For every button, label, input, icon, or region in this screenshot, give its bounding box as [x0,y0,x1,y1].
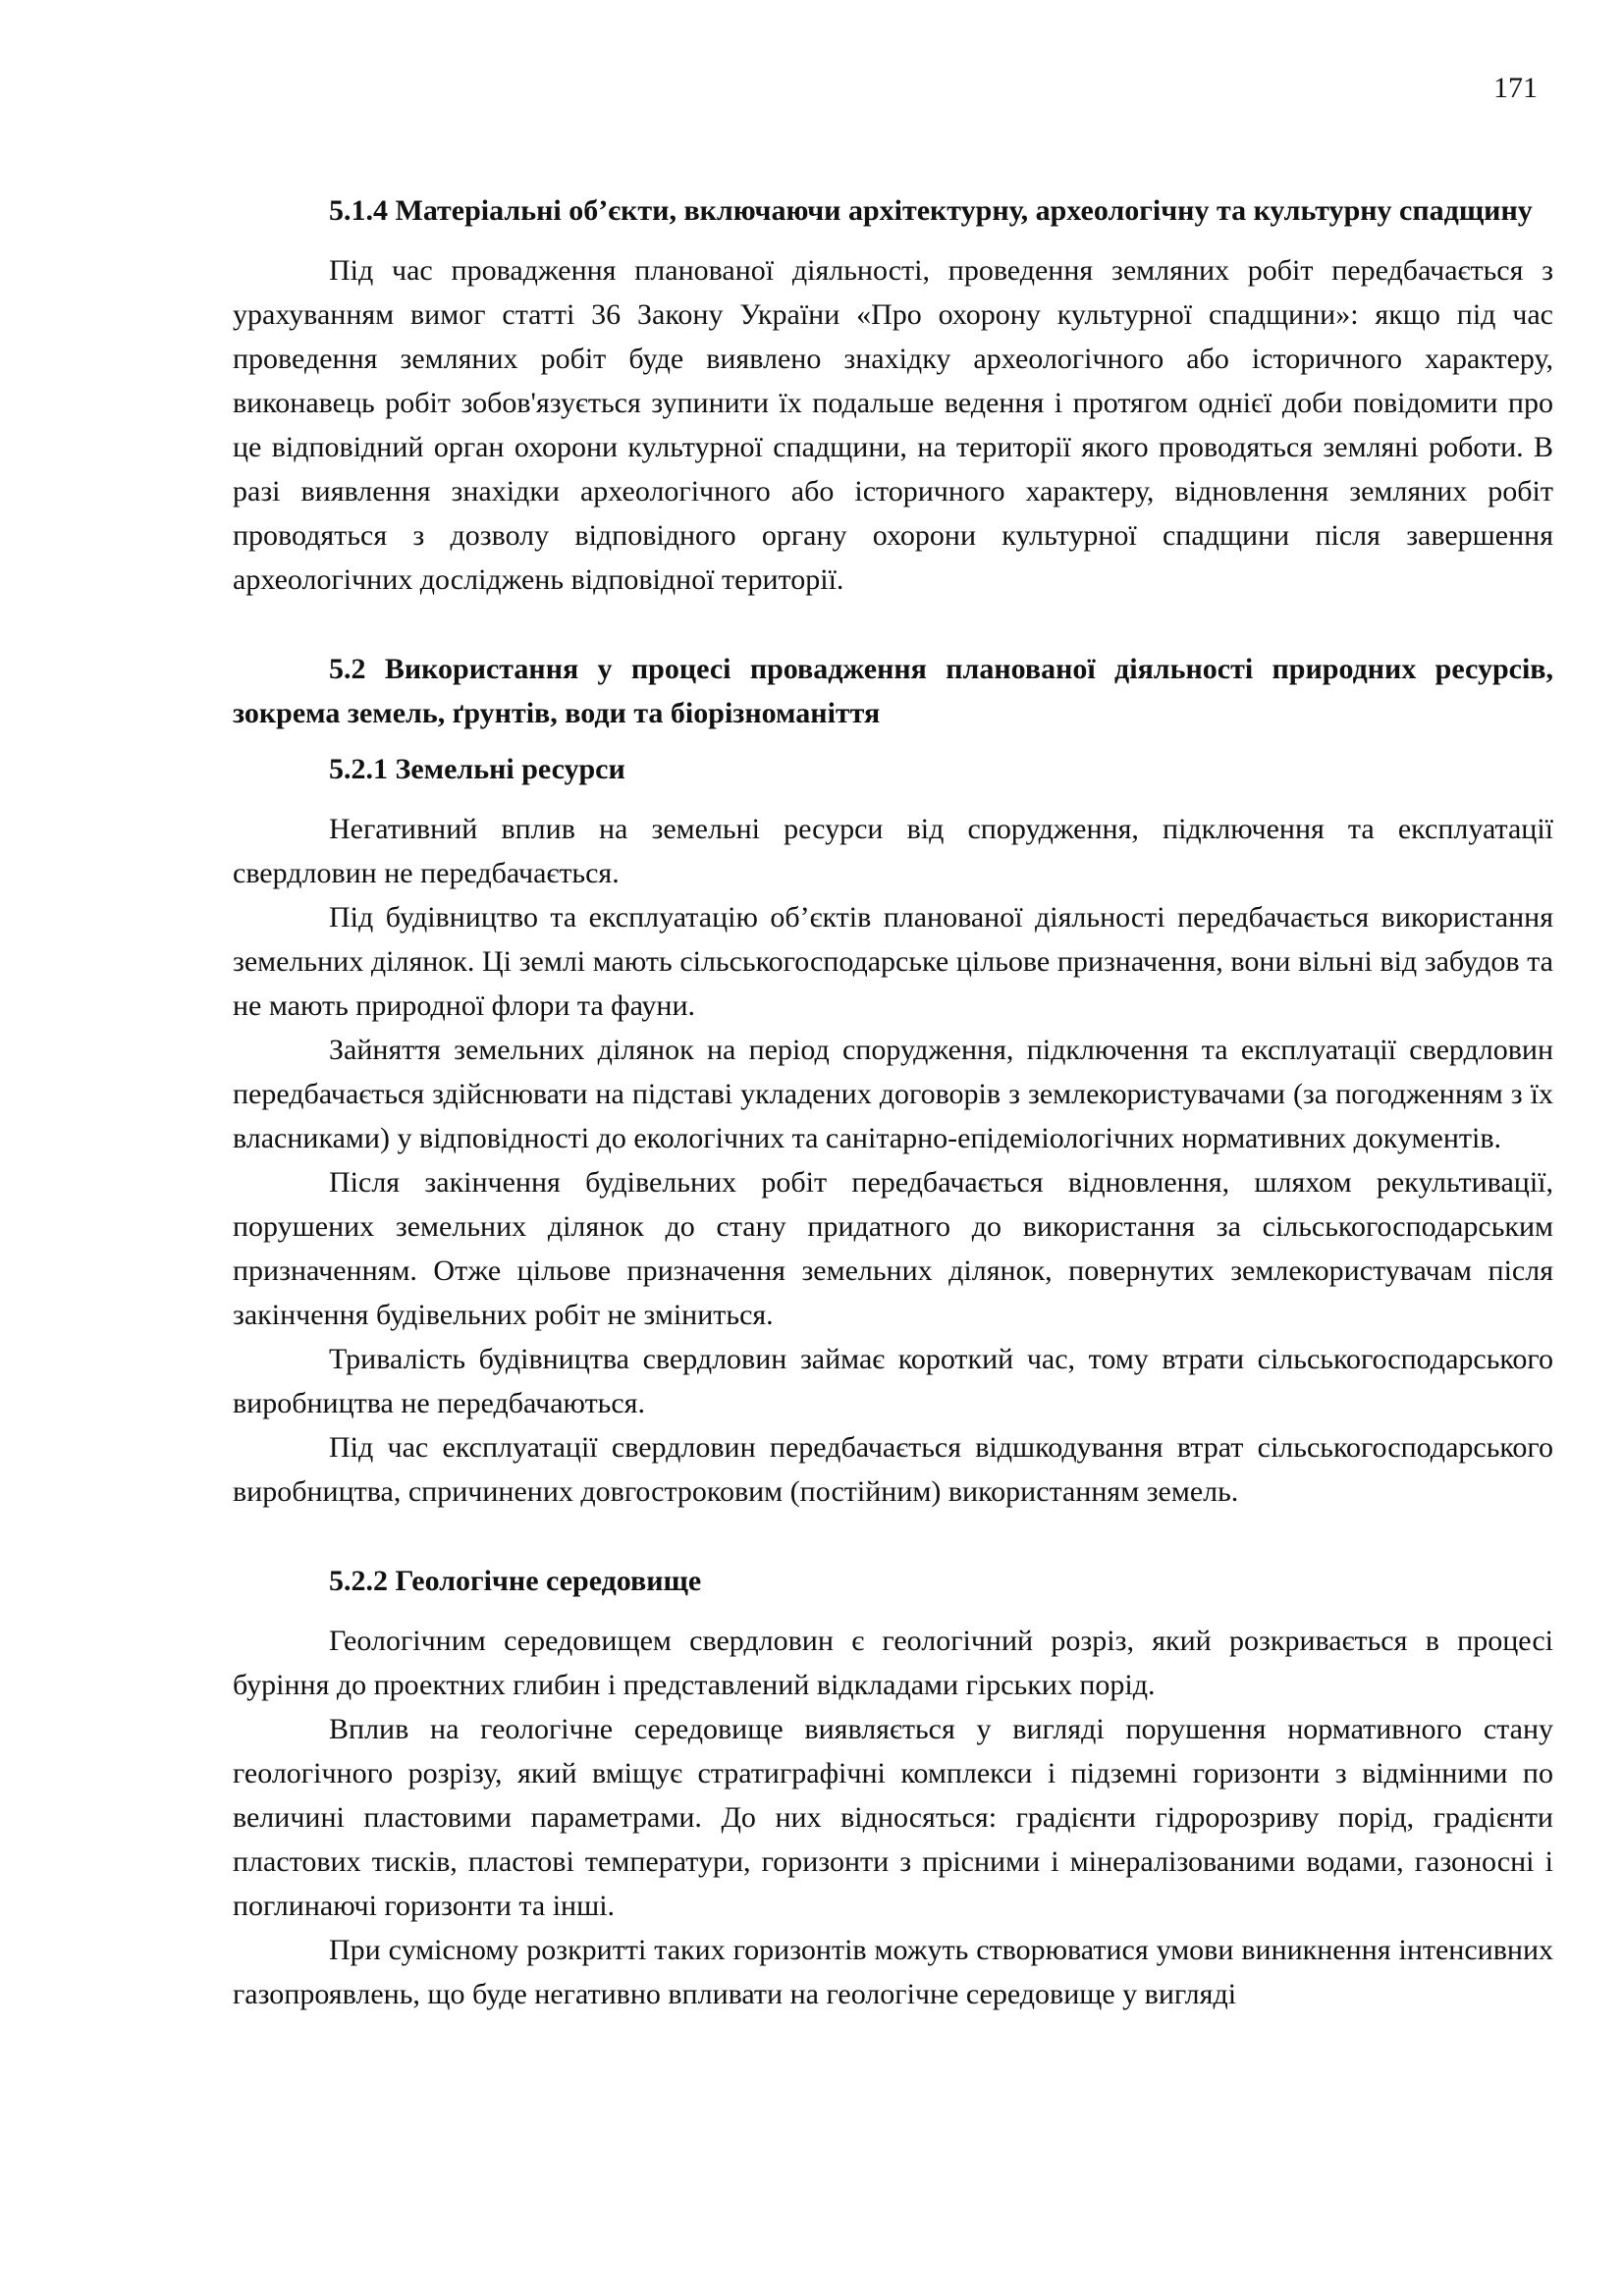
paragraph: Вплив на геологічне середовище виявляється у вигляді порушення нормативного стану геологічного розрізу, який вміщує стратиграфічні комплекси і підземні горизонти з відмінними по величині пластовими параметрами. До них відносяться: градієнти гідророзриву порід, градієнти пластових тисків, пластові температури, горизонти з прісними і мінералізованими водами, газоносні і поглинаючі горизонти та інші. [233,1713,1553,1922]
document-body [233,188,1553,2016]
section-heading: 5.1.4 Матеріальні об’єкти, включаючи архітектурну, археологічну та культурну спадщину [329,194,1533,227]
paragraph: Тривалість будівництва свердловин займає короткий час, тому втрати сільськогосподарського виробництва не передбачаються. [233,1343,1553,1419]
paragraph: Негативний вплив на земельні ресурси від спорудження, підключення та експлуатації свердловин не передбачається. [233,813,1553,889]
paragraph: Під час провадження планованої діяльності, проведення земляних робіт передбачається з урахуванням вимог статті 36 Закону України «Про охорону культурної спадщини»: якщо під час проведення земляних робіт буде виявлено знахідку археологічного або історичного характеру, виконавець робіт зобов'язується зупинити їх подальше ведення і протягом однієї доби повідомити про це відповідний орган охорони культурної спадщини, на території якого проводяться земляні роботи. В разі виявлення знахідки археологічного або історичного характеру, відновлення земляних робіт проводяться з дозволу відповідного органу охорони культурної спадщини після завершення археологічних досліджень відповідної території. [233,254,1553,596]
paragraph: Геологічним середовищем свердловин є геологічний розріз, який розкривається в процесі буріння до проектних глибин і представлений відкладами гірських порід. [233,1625,1553,1701]
subsection-heading: 5.2.1 Земельні ресурси [329,753,625,785]
paragraph: Зайняття земельних ділянок на період спорудження, підключення та експлуатації свердловин передбачається здійснювати на підставі укладених договорів з землекористувачами (за погодженням з їх власниками) у відповідності до екологічних та санітарно-епідеміологічних нормативних документів. [233,1034,1553,1154]
paragraph: Під будівництво та експлуатацію об’єктів планованої діяльності передбачається використання земельних ділянок. Ці землі мають сільськогосподарське цільове призначення, вони вільні від забудов та не мають природної флори та фауни. [233,901,1553,1022]
section-heading: 5.2 Використання у процесі провадження планованої діяльності природних ресурсів, зокрема земель, ґрунтів, води та біорізноманіття [233,653,1553,729]
paragraph: Під час експлуатації свердловин передбачається відшкодування втрат сільськогосподарського виробництва, спричинених довгостроковим (постійним) використанням земель. [233,1431,1553,1508]
paragraph: Після закінчення будівельних робіт передбачається відновлення, шляхом рекультивації, порушених земельних ділянок до стану придатного до використання за сільськогосподарським призначенням. Отже цільове призначення земельних ділянок, повернутих землекористувачам після закінчення будівельних робіт не зміниться. [233,1166,1553,1331]
page-number: 171 [1493,72,1538,104]
subsection-heading: 5.2.2 Геологічне середовище [329,1565,702,1597]
paragraph: При сумісному розкритті таких горизонтів можуть створюватися умови виникнення інтенсивних газопроявлень, що буде негативно впливати на геологічне середовище у вигляді [233,1934,1553,2010]
